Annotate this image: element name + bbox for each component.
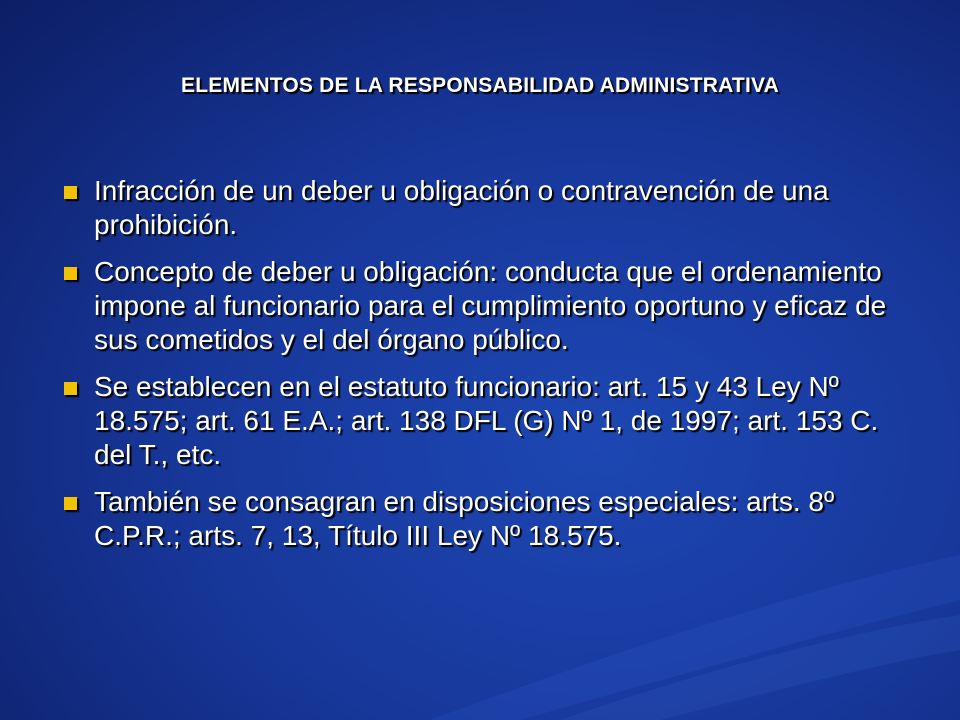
bullet-item [62,370,892,472]
bullet-item [62,485,892,553]
square-bullet-icon [64,382,77,395]
square-bullet-icon [64,497,77,510]
bullet-text: Concepto de deber u obligación: conducta que el ordenamiento impone al funcionario para el cumplimiento oportuno y eficaz de sus cometidos y el del órgano público. [94,256,887,355]
bullet-item [62,174,892,242]
slide-title: ELEMENTOS DE LA RESPONSABILIDAD ADMINISTRATIVA [181,74,779,97]
bullet-list [62,174,892,566]
square-bullet-icon [64,267,77,280]
square-bullet-icon [64,186,77,199]
bullet-item [62,255,892,357]
bullet-text: También se consagran en disposiciones especiales: arts. 8º C.P.R.; arts. 7, 13, Título III Ley Nº 18.575. [94,486,835,551]
bullet-text: Se establecen en el estatuto funcionario: art. 15 y 43 Ley Nº 18.575; art. 61 E.A.; art. 138 DFL (G) Nº 1, de 1997; art. 153 C. del T., etc. [94,371,879,470]
bullet-text: Infracción de un deber u obligación o contravención de una prohibición. [94,175,829,240]
